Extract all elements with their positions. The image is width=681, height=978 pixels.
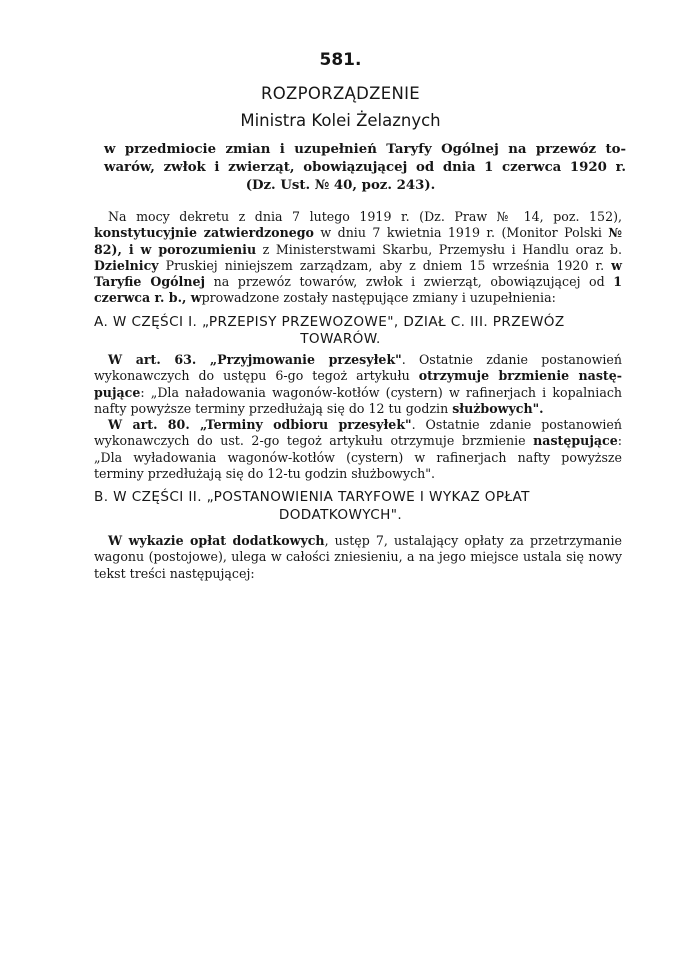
article-80-lead: W art. 80. xyxy=(108,417,201,432)
preamble-bold-5: 1 czerwca r. b., w xyxy=(94,274,622,306)
article-80-text-1: . Ostatnie zdanie postanowień wykonawczych do ust. 2-go tegoż artykułu otrzymuje brzmienie xyxy=(94,417,622,449)
preamble-bold-4: w Taryfie Ogólnej xyxy=(94,257,622,290)
preamble-text-6: prowadzone zostały następujące zmiany i uzupełnienia: xyxy=(201,290,556,306)
article-63-lead: W art. 63. xyxy=(108,352,210,367)
document-title: ROZPORZĄDZENIE xyxy=(260,84,421,103)
fees-text-1: , ustęp 7, ustalający opłaty za przetrzymanie wagonu xyxy=(94,533,622,565)
subject-line-1: w przedmiocie zmian i uzupełnień Taryfy Ogólnej na przewóz to- xyxy=(104,142,626,157)
article-80-title: „Terminy odbioru przesyłek" xyxy=(200,417,412,432)
subject-citation: (Dz. Ust. № 40, poz. 243). xyxy=(245,178,436,193)
preamble-bold-3: Dzielnicy xyxy=(94,257,159,273)
article-80-bold-1: następujące xyxy=(533,433,618,449)
article-63-text-2: : „Dla naładowania wagonów-kotłów (cystern) w rafinerjach i kopalniach nafty powyższe terminy przedłużają się do 12 tu godzin xyxy=(94,384,622,416)
preamble-text-2: w dniu 7 kwietnia 1919 r. (Monitor Polski xyxy=(313,225,609,241)
section-b-heading: B. W CZĘŚCI II. „POSTANOWIENIA TARYFOWE I WYKAZ OPŁAT xyxy=(94,489,530,505)
section-b-heading-cont: DODATKOWYCH". xyxy=(278,507,403,523)
preamble-text-1: Na mocy dekretu z dnia 7 lutego 1919 r. (Dz. Praw № 14, poz. 152), xyxy=(108,209,622,224)
issuing-authority: Ministra Kolei Żelaznych xyxy=(240,111,441,130)
page-number: 581. xyxy=(319,50,362,70)
article-63-bold-2: służbowych". xyxy=(452,400,544,416)
preamble-bold-2: № 82), i w porozumieniu xyxy=(94,225,623,257)
preamble-text-3: z Ministerstwami Skarbu, Przemysłu i Handlu oraz b. xyxy=(256,241,622,257)
article-63-bold-1: otrzymuje brzmienie nastę-pujące xyxy=(94,368,622,400)
fees-lead: W wykazie opłat dodatkowych xyxy=(108,533,325,548)
section-a-heading-cont: TOWARÓW. xyxy=(300,331,381,347)
article-80-text-2: : „Dla wyładowania wagonów-kotłów (cystern) w rafinerjach nafty powyższe terminy przedłużają się do 12-tu godzin służbowych". xyxy=(94,433,622,481)
article-63-title: „Przyjmowanie przesyłek" xyxy=(209,352,402,367)
subject-line-2: warów, zwłok i zwierząt, obowiązującej od dnia 1 czerwca 1920 r. xyxy=(104,160,626,175)
preamble-paragraph xyxy=(94,209,622,307)
article-63-text-1: . Ostatnie zdanie postanowień wykonawczych do ustępu 6-go tegoż artykułu xyxy=(94,352,622,384)
section-a-heading: A. W CZĘŚCI I. „PRZEPISY PRZEWOZOWE", DZIAŁ C. III. PRZEWÓZ xyxy=(94,314,565,330)
preamble-text-4: Pruskiej niniejszem zarządzam, aby z dniem 15 września 1920 r. xyxy=(158,257,612,273)
fees-text-2: (postojowe), ulega w całości zniesieniu, a na jego miejsce ustala się nowy tekst treści następującej: xyxy=(94,549,622,581)
preamble-text-5: na przewóz towarów, zwłok i zwierząt, obowiązującej od xyxy=(205,274,614,290)
fees-paragraph xyxy=(94,533,622,582)
preamble-bold-1: konstytucyjnie zatwierdzonego xyxy=(94,225,314,241)
article-63-paragraph xyxy=(94,352,622,417)
article-80-paragraph xyxy=(94,417,622,482)
